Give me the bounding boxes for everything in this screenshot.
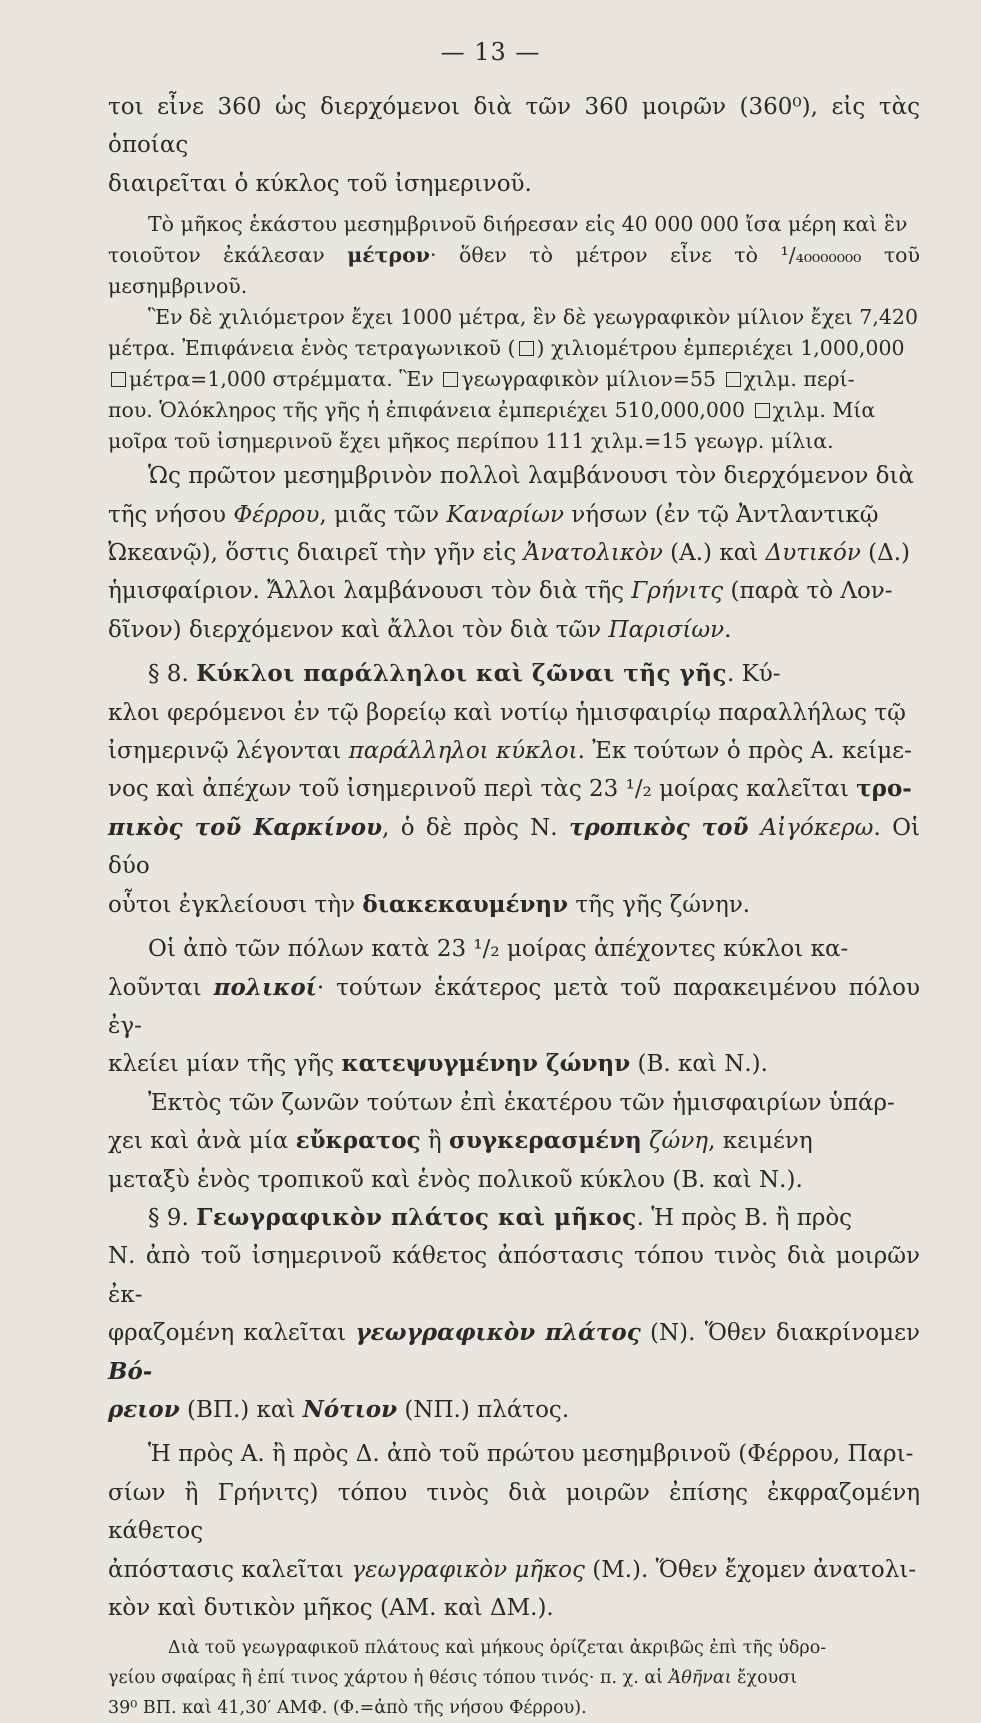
square-symbol — [519, 341, 534, 356]
paragraph-temperate: Ἐκτὸς τῶν ζωνῶν τούτων ἐπὶ ἑκατέρου τῶν ἡμισφαιρίων ὑπάρ- χει καὶ ἀνὰ μία εὔκρατος ἢ συγκερασμένη ζώνη, κειμένη μεταξὺ ἑνὸς τροπικοῦ καὶ ἑνὸς πολικοῦ κύκλου (Β. καὶ Ν.). — [108, 1089, 895, 1193]
square-symbol — [726, 372, 741, 387]
paragraph-longitude: Ἡ πρὸς Α. ἢ πρὸς Δ. ἀπὸ τοῦ πρώτου μεσημβρινοῦ (Φέρρου, Παρι- σίων ἢ Γρήνιτς) τόπου τινὸς διὰ μοιρῶν ἐπίσης ἐκφραζομένη κάθετος ἀπόστασις καλεῖται γεωγραφικὸν μῆκος (Μ.). Ὅθεν ἔχομεν ἀνατολι- κὸν καὶ δυτικὸν μῆκος (ΑΜ. καὶ ΔΜ.). — [108, 1441, 920, 1621]
paragraph-polar: Οἱ ἀπὸ τῶν πόλων κατὰ 23 ¹/₂ μοίρας ἀπέχοντες κύκλοι κα- λοῦνται πολικοί· τούτων ἑκάτερος μετὰ τοῦ παρακειμένου πόλου ἐγ- κλείει μίαν τῆς γῆς κατεψυγμένην ζώνην (Β. καὶ Ν.). — [108, 936, 920, 1078]
section-8: § 8. Κύκλοι παράλληλοι καὶ ζῶναι τῆς γῆς. Κύ- κλοι φερόμενοι ἐν τῷ βορείῳ καὶ νοτίῳ ἡμισφαιρίῳ παραλλήλως τῷ ἰσημερινῷ λέγονται παράλληλοι κύκλοι. Ἐκ τούτων ὁ πρὸς Α. κείμε- νος καὶ ἀπέχων τοῦ ἰσημερινοῦ περὶ τὰς 23 ¹/₂ μοίρας καλεῖται τρο- πικὸς τοῦ Καρκίνου, ὁ δὲ πρὸς Ν. τροπικὸς τοῦ Αἰγόκερω. Οἱ δύο οὗτοι ἐγκλείουσι τὴν διακεκαυμένην τῆς γῆς ζώνην. — [108, 660, 920, 918]
paragraph-3: Ὡς πρῶτον μεσημβρινὸν πολλοὶ λαμβάνουσι τὸν διερχόμενον διὰ τῆς νήσου Φέρρου, μιᾶς τῶν Καναρίων νήσων (ἐν τῷ Ἀντλαντικῷ Ὠκεανῷ), ὅστις διαιρεῖ τὴν γῆν εἰς Ἀνατολικὸν (Α.) καὶ Δυτικόν (Δ.) ἡμισφαίριον. Ἄλλοι λαμβάνουσι τὸν διὰ τῆς Γρήνιτς (παρὰ τὸ Λον- δῖνον) διερχόμενον καὶ ἄλλοι τὸν διὰ τῶν Παρισίων. — [108, 463, 915, 643]
paragraph-small-print: Διὰ τοῦ γεωγραφικοῦ πλάτους καὶ μήκους ὁρίζεται ἀκριβῶς ἐπὶ τῆς ὑδρο- γείου σφαίρας ἢ ἐπί τινος χάρτου ἡ θέσις τόπου τινός· π. χ. αἱ Ἀθῆναι ἔχουσι 39⁰ ΒΠ. καὶ 41,30′ ΑΜΦ. (Φ.=ἀπὸ τῆς νήσου Φέρρου). — [108, 1638, 827, 1719]
square-symbol — [111, 372, 126, 387]
paragraph-1: τοι εἶνε 360 ὡς διερχόμενοι διὰ τῶν 360 μοιρῶν (360⁰), εἰς τὰς ὁποίας διαιρεῖται ὁ κύκλος τοῦ ἰσημερινοῦ. — [108, 94, 920, 197]
section-9: § 9. Γεωγραφικὸν πλάτος καὶ μῆκος. Ἡ πρὸς Β. ἢ πρὸς Ν. ἀπὸ τοῦ ἰσημερινοῦ κάθετος ἀπόστασις τόπου τινὸς διὰ μοιρῶν ἐκ- φραζομένη καλεῖται γεωγραφικὸν πλάτος (Ν). Ὅθεν διακρίνομεν Βό- ρειον (ΒΠ.) καὶ Νότιον (ΝΠ.) πλάτος. — [108, 1203, 920, 1423]
section-8-heading: Κύκλοι παράλληλοι καὶ ζῶναι τῆς γῆς — [196, 660, 727, 688]
paragraph-2: Τὸ μῆκος ἑκάστου μεσημβρινοῦ διήρεσαν εἰς 40 000 000 ἴσα μέρη καὶ ἓν τοιοῦτον ἐκάλεσαν μέτρον· ὅθεν τὸ μέτρον εἶνε τὸ ¹/₄₀₀₀₀₀₀₀ τοῦ μεσημβρινοῦ. Ἓν δὲ χιλιόμετρον ἔχει 1000 μέτρα, ἓν δὲ γεωγραφικὸν μίλιον ἔχει 7,420 μέτρα. Ἐπιφάνεια ἑνὸς τετραγωνικοῦ ( ) χιλιομέτρου ἐμπεριέχει 1,000,000 μέτρα=1,000 στρέμματα. Ἓν γεωγραφικὸν μίλιον=55 χιλμ. περί- που. Ὁλόκληρος τῆς γῆς ἡ ἐπιφάνεια ἐμπεριέχει 510,000,000 χιλμ. Μία μοῖρα τοῦ ἰσημερινοῦ ἔχει μῆκος περίπου 111 χιλμ.=15 γεωγρ. μίλια. — [108, 212, 920, 454]
page-body — [108, 88, 920, 1723]
square-symbol — [443, 372, 458, 387]
section-9-heading: Γεωγραφικὸν πλάτος καὶ μῆκος — [196, 1203, 637, 1231]
square-symbol — [755, 403, 770, 418]
page-number: — 13 — — [440, 38, 541, 66]
